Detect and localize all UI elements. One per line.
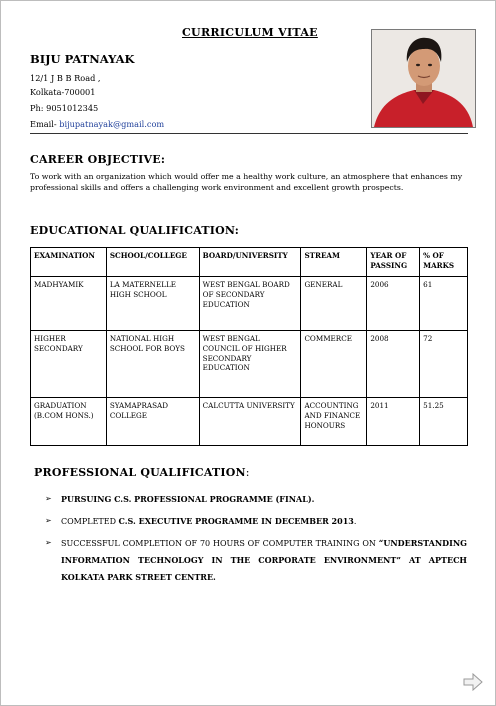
- professional-heading-text: PROFESSIONAL QUALIFICATION: [34, 466, 246, 479]
- email-line: [30, 119, 164, 129]
- professional-heading-colon: :: [245, 466, 250, 479]
- table-cell: GRADUATION (B.COM HONS.): [31, 398, 107, 446]
- arrow-bullet-icon: ➢: [45, 516, 52, 525]
- table-cell: COMMERCE: [301, 331, 367, 398]
- email-address[interactable]: bijupatnayak@gmail.com: [59, 119, 165, 129]
- column-header: % OF MARKS: [420, 248, 468, 277]
- table-cell: WEST BENGAL BOARD OF SECONDARY EDUCATION: [199, 277, 301, 331]
- professional-qualification-list: [45, 491, 467, 591]
- column-header: BOARD/UNIVERSITY: [199, 248, 301, 277]
- table-cell: MADHYAMIK: [31, 277, 107, 331]
- qualification-text-bold: “UNDERSTANDING INFORMATION TECHNOLOGY IN THE CORPORATE ENVIRONMENT” AT APTECH KOLKATA PARK STREET CENTRE.: [61, 538, 467, 582]
- next-page-arrow-shape: [463, 673, 483, 691]
- header-divider: [30, 133, 468, 134]
- table-row: [31, 331, 468, 398]
- column-header: EXAMINATION: [31, 248, 107, 277]
- educational-qualification-heading: EDUCATIONAL QUALIFICATION:: [30, 224, 240, 237]
- address-line-2: Kolkata-700001: [30, 87, 96, 97]
- qualification-text-prefix: COMPLETED: [61, 517, 119, 526]
- column-header: SCHOOL/COLLEGE: [106, 248, 199, 277]
- list-item: [45, 535, 467, 586]
- professional-qualification-heading: [34, 466, 250, 479]
- career-objective-text: To work with an organization which would offer me a healthy work culture, an atmosphere that enhances my professional skills and offers a challenging work environment and excellent growth prospects.: [30, 172, 463, 192]
- list-item: [45, 491, 467, 508]
- career-objective-heading: CAREER OBJECTIVE:: [30, 153, 166, 166]
- table-cell: LA MATERNELLE HIGH SCHOOL: [106, 277, 199, 331]
- table-cell: 2008: [367, 331, 420, 398]
- document-title: CURRICULUM VITAE: [182, 26, 318, 39]
- table-cell: 2006: [367, 277, 420, 331]
- qualification-text-prefix: SUCCESSFUL COMPLETION OF 70 HOURS OF COMPUTER TRAINING ON: [61, 539, 379, 548]
- address-line-1: 12/1 J B B Road ,: [30, 73, 101, 83]
- qualification-text: PURSUING C.S. PROFESSIONAL PROGRAMME (FINAL).: [61, 494, 315, 504]
- table-cell: ACCOUNTING AND FINANCE HONOURS: [301, 398, 367, 446]
- profile-photo: [371, 29, 476, 128]
- column-header: YEAR OF PASSING: [367, 248, 420, 277]
- arrow-bullet-icon: ➢: [45, 494, 52, 503]
- table-row: [31, 277, 468, 331]
- table-cell: GENERAL: [301, 277, 367, 331]
- table-cell: 2011: [367, 398, 420, 446]
- table-cell: 51.25: [420, 398, 468, 446]
- next-page-arrow-icon[interactable]: [463, 673, 483, 691]
- email-label: Email-: [30, 119, 57, 129]
- table-cell: WEST BENGAL COUNCIL OF HIGHER SECONDARY EDUCATION: [199, 331, 301, 398]
- arrow-bullet-icon: ➢: [45, 538, 52, 547]
- education-table: [30, 247, 468, 446]
- qualification-text-bold: C.S. EXECUTIVE PROGRAMME IN DECEMBER 2013: [118, 516, 354, 526]
- table-cell: CALCUTTA UNIVERSITY: [199, 398, 301, 446]
- table-cell: HIGHER SECONDARY: [31, 331, 107, 398]
- phone-number: Ph: 9051012345: [30, 103, 99, 113]
- table-cell: 61: [420, 277, 468, 331]
- table-header-row: [31, 248, 468, 277]
- profile-photo-image: [372, 30, 475, 127]
- candidate-name: BIJU PATNAYAK: [30, 52, 135, 66]
- table-row: [31, 398, 468, 446]
- table-cell: NATIONAL HIGH SCHOOL FOR BOYS: [106, 331, 199, 398]
- table-cell: SYAMAPRASAD COLLEGE: [106, 398, 199, 446]
- list-item: [45, 513, 467, 530]
- qualification-text-suffix: .: [353, 517, 357, 526]
- table-cell: 72: [420, 331, 468, 398]
- column-header: STREAM: [301, 248, 367, 277]
